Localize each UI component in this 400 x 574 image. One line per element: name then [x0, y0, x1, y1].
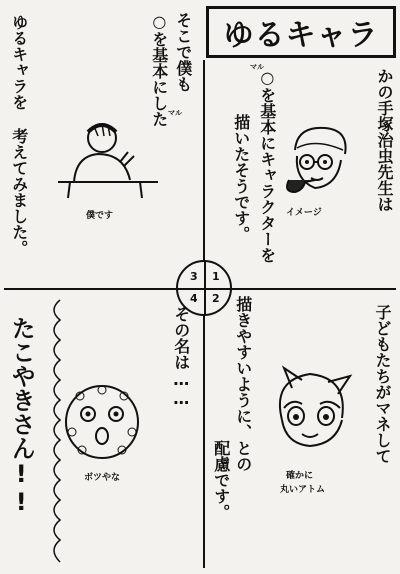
panel3-ruby: マル	[168, 109, 182, 117]
panel3-text-line2: ○を基本にした	[149, 12, 169, 127]
panel2-text-line2: 描いたそうです。	[231, 114, 251, 242]
tezuka-caricature	[275, 120, 355, 200]
panel6-text-line1: 描きやすいように、との	[233, 296, 253, 472]
panel-number-4: 4	[190, 292, 198, 305]
panel8-text: たこやきさん!!	[7, 316, 36, 516]
panel-number-3: 3	[190, 270, 198, 283]
panel4-text-line1: ゆるキャラを	[9, 14, 29, 110]
panel6-text-line2: 配慮です。	[211, 440, 231, 520]
panel2-text-line1: ○を基本にキャラクターを	[257, 68, 277, 263]
title-box	[206, 6, 396, 58]
panel3-text-line1: そこで僕も	[173, 12, 193, 92]
panel6-caption-line1: 確かに	[286, 471, 314, 481]
astro-boy-drawing	[262, 360, 362, 460]
panel1-text: かの手塚治虫先生は	[375, 68, 394, 212]
panel-number-2: 2	[212, 292, 220, 305]
speech-bubble-scallop	[40, 296, 64, 566]
panel6-caption-line2: 丸いアトム	[280, 485, 326, 495]
comic-title: ゆるキャラ	[223, 18, 379, 53]
panel3-caption: 僕です	[86, 211, 114, 221]
panel-number-1: 1	[212, 270, 220, 283]
panel5-text: 子どもたちがマネして	[373, 304, 392, 464]
panel2-ruby: マル	[250, 63, 264, 71]
panel4-text-line2: 考えてみました。	[9, 128, 29, 256]
panel7-text: その名は……	[171, 306, 191, 408]
panel1-caption: イメージ	[286, 208, 322, 218]
takoyaki-character	[60, 380, 144, 464]
panel7-caption: ボツやな	[84, 473, 121, 483]
author-back-view	[58, 112, 158, 202]
